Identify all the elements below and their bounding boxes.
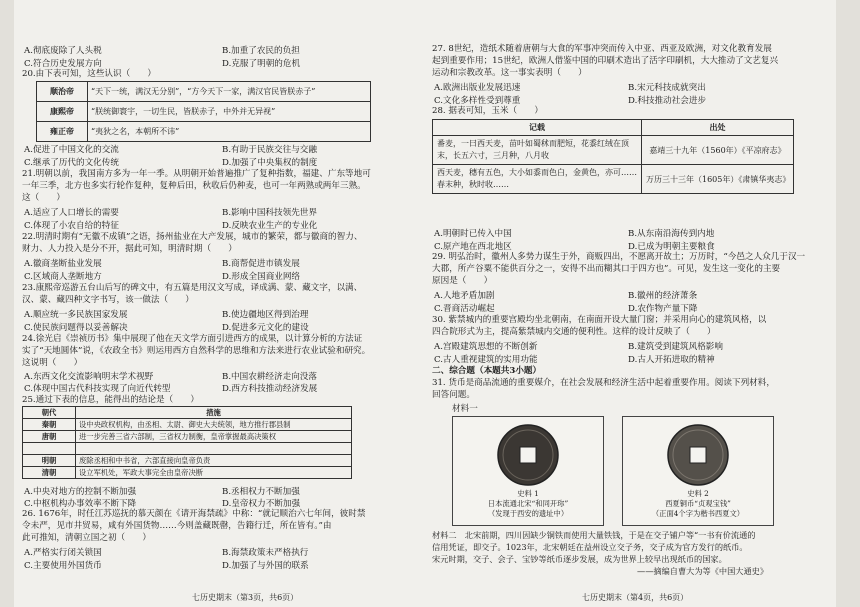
- q27-option-d: D.科技推动社会进步: [628, 96, 707, 106]
- q21-option-a: A.适应了人口增长的需要: [24, 208, 119, 218]
- table-header-row: [23, 407, 352, 419]
- q22-line-2: 财力、人力投入是分不开，据此可知，明清时期（ ）: [22, 244, 237, 254]
- q27-option-a: A.欧洲出版业发展迅速: [434, 83, 521, 93]
- q21-option-b: B.影响中国科技领先世界: [222, 208, 317, 218]
- q20-stem: 20.由下表可知，这些认识（ ）: [22, 69, 156, 79]
- coin-2-caption-line-3: （正面4个字为楷书西夏文）: [651, 509, 745, 518]
- q19-option-b: B.加重了农民的负担: [222, 46, 300, 56]
- coin-1-image: [453, 417, 603, 489]
- q28-stem: 28. 据表可知，玉米（ ）: [432, 106, 543, 116]
- q24-line-2: 实了“天地圆体”说，《农政全书》则运用西方自然科学的思维和方法来进行农业试验和研究。: [22, 346, 371, 356]
- q24-option-a: A.东西文化交流影响明末学术视野: [24, 372, 154, 382]
- q28-option-a: A.明朝时已传入中国: [434, 229, 512, 239]
- q27-line-2: 起到重要作用；15世纪，欧洲人借鉴中国的印刷术造出了活字印刷机，大大推动了文艺复兴: [432, 56, 779, 66]
- q29-option-d: D.农作物产量下降: [628, 304, 698, 314]
- q28-option-c: C.原产地在西北地区: [434, 242, 512, 252]
- q22-option-a: A.徽商垄断盐业发展: [24, 259, 102, 269]
- q23-option-c: C.使民族问题得以妥善解决: [24, 323, 128, 333]
- q30-line-1: 30. 紫禁城内的重要宫殿均坐北朝南，在南面开设大量门窗；并采用向心的建筑风格，以: [432, 315, 767, 325]
- table-cell: 清朝: [23, 467, 76, 479]
- table-cell: 番麦，一曰西天麦，苗叶如蜀秫而肥短，花黍红绒在顶末，长五六寸，三月种，八月收: [433, 136, 642, 165]
- q21-option-d: D.反映农业生产的专业化: [222, 221, 318, 231]
- q26-option-d: D.加强了与外国的联系: [222, 561, 309, 571]
- table-row: [23, 467, 352, 479]
- table-cell: [23, 443, 76, 455]
- q29-line-3: 原因是（ ）: [432, 276, 493, 286]
- table-cell: [76, 443, 352, 455]
- q30-option-d: D.古人开拓进取的精神: [628, 355, 715, 365]
- q22-line-1: 22.明清时期有“无徽不成镇”之语，扬州盐业在大产发展，城市的繁荣，都与徽商的智力、: [22, 232, 363, 242]
- table-row: [37, 102, 371, 122]
- q20-option-d: D.加强了中央集权的制度: [222, 158, 318, 168]
- table-cell: 康熙帝: [37, 102, 88, 122]
- left-margin-strip: [0, 0, 14, 607]
- q27-option-c: C.文化多样性受到尊重: [434, 96, 521, 106]
- coin-1-caption-line-3: （发现于西安的遗址中）: [487, 509, 569, 518]
- q29-option-c: C.晋商活动崛起: [434, 304, 495, 314]
- q20-option-a: A.促进了中国文化的交流: [24, 145, 119, 155]
- table-row: [23, 431, 352, 443]
- q29-line-1: 29. 明弘治时，徽州人多势力谋生于外，商贩四出，不愿离开故土；万历时，“今邑之人众几于汉一: [432, 252, 806, 262]
- q26-line-2: 令未严，见市井贸易，咸有外国货物……今则盖藏既罄，告籍行迁，所在皆有。”由: [22, 521, 332, 531]
- q19-option-a: A.彻底废除了人头税: [24, 46, 102, 56]
- q20-option-c: C.继承了历代的文化传统: [24, 158, 119, 168]
- q21-option-c: C.体现了小农自给的特征: [24, 221, 119, 231]
- table-cell: 顺治帝: [37, 82, 88, 102]
- q19-option-c: C.符合历史发展方向: [24, 59, 102, 69]
- q24-line-3: 这说明（ ）: [22, 358, 83, 368]
- left-column: [22, 0, 427, 607]
- table-row: [37, 82, 371, 102]
- q24-option-d: D.西方科技推动经济发展: [222, 384, 318, 394]
- table-cell: 雍正帝: [37, 122, 88, 142]
- q24-line-1: 24.徐光启《崇祯历书》集中展现了他在天文学方面引进西方的成果，以计算分析的方法证: [22, 334, 363, 344]
- q19-option-d: D.克服了明朝的危机: [222, 59, 301, 69]
- coin-1-panel: [452, 416, 604, 526]
- q30-line-2: 四合院形式为主，提高紫禁城内交通的便利性。这样的设计反映了（ ）: [432, 327, 716, 337]
- material-2-line-3: 宋元时期，交子、会子、宝钞等纸币逐步发展，成为世界上较早出现纸币的国家。: [432, 554, 727, 564]
- q26-option-a: A.严格实行闭关锁国: [24, 548, 102, 558]
- q26-line-3: 此可推知，清朝立国之初（ ）: [22, 533, 151, 543]
- table-cell: 西天麦，穗有五色，大小如黍而色白，金黄色，亦可……春末种，秋时收……: [433, 165, 642, 194]
- q26-option-c: C.主要使用外国货币: [24, 561, 102, 571]
- table-row: [37, 122, 371, 142]
- q25-table: [22, 406, 352, 479]
- coin-2-caption-title: 史料 2: [687, 489, 709, 498]
- right-column: [432, 0, 822, 607]
- q29-option-a: A.人地矛盾加剧: [434, 291, 495, 301]
- material-1-label: 材料一: [452, 404, 478, 414]
- table-cell: “天下一统，满汉无分别”，“方今天下一家，满汉官民皆朕赤子”: [88, 82, 371, 102]
- q28-option-b: B.从东南沿海传到内地: [628, 229, 715, 239]
- q26-option-b: B.海禁政策未严格执行: [222, 548, 309, 558]
- coin-2-caption-line-2: 西夏铜币“贞观宝钱”: [665, 499, 731, 508]
- q30-option-b: B.建筑受到建筑风格影响: [628, 342, 723, 352]
- q22-option-d: D.形成全国商业网络: [222, 272, 301, 282]
- page-footer-left: 七历史期末（第3页，共6页）: [192, 593, 299, 602]
- q20-table: [36, 81, 371, 142]
- q29-line-2: 大郡，所产谷粟不能供百分之一，安得不出而糊其口于四方也”。可见，发生这一变化的主要: [432, 264, 781, 274]
- q23-line-2: 汉、蒙、藏四种文字书写，该一做法（ ）: [22, 295, 194, 305]
- table-header: 朝代: [23, 407, 76, 419]
- q24-option-c: C.体现中国古代科技实现了向近代转型: [24, 384, 171, 394]
- q31-line-1: 31. 货币是商品流通的重要媒介，在社会发展和经济生活中起着重要作用。阅读下列材料，: [432, 378, 775, 388]
- table-row: [23, 443, 352, 455]
- table-row: [23, 455, 352, 467]
- coin-1-caption-line-2: 日本流通北宋“和同开珎”: [487, 499, 569, 508]
- table-header-row: [433, 120, 794, 136]
- table-header: 措施: [76, 407, 352, 419]
- table-cell: 进一步完善三省六部制，三省权力制衡，皇帝掌握最高决策权: [76, 431, 352, 443]
- table-cell: 明朝: [23, 455, 76, 467]
- q30-option-c: C.古人重视建筑的实用功能: [434, 355, 538, 365]
- table-cell: “夷狄之名，本朝所不讳”: [88, 122, 371, 142]
- q22-option-c: C.区域商人垄断地方: [24, 272, 102, 282]
- q21-line-3: 这（ ）: [22, 193, 65, 203]
- q25-option-b: B.丞相权力不断加强: [222, 487, 300, 497]
- q23-option-b: B.使边疆地区得到治理: [222, 310, 309, 320]
- q20-option-b: B.有助于民族交往与交融: [222, 145, 317, 155]
- page-footer-right: 七历史期末（第4页，共6页）: [582, 593, 689, 602]
- coin-1-caption-title: 史料 1: [517, 489, 539, 498]
- q23-option-d: D.促进多元文化的建设: [222, 323, 309, 333]
- q25-option-d: D.皇帝权力不断加强: [222, 499, 301, 509]
- q27-option-b: B.宋元科技成就突出: [628, 83, 706, 93]
- q23-option-a: A.顺应统一多民族国家发展: [24, 310, 128, 320]
- q25-option-a: A.中央对地方的控制不断加强: [24, 487, 137, 497]
- table-row: [23, 419, 352, 431]
- q24-option-b: B.中国农耕经济走向没落: [222, 372, 317, 382]
- q28-table: [432, 119, 794, 194]
- table-cell: 嘉靖三十九年（1560年）《平凉府志》: [642, 136, 794, 165]
- material-2-source: ——摘编自曹大为等《中国大通史》: [637, 566, 769, 576]
- section-heading: 二、综合题（本题共3小题）: [432, 366, 542, 376]
- table-cell: 设立军机处，军政大事完全由皇帝决断: [76, 467, 352, 479]
- q27-line-3: 运动和宗教改革。这一事实表明（ ）: [432, 68, 587, 78]
- table-cell: 废除丞相和中书省，六部直接向皇帝负责: [76, 455, 352, 467]
- q26-line-1: 26. 1676年，时任江苏巡抚的慕天颜在《请开海禁疏》中称：“就记顺治六七年间，彼时禁: [22, 509, 366, 519]
- table-cell: “朕统御寰宇，一切生民，皆朕赤子，中外并无异视”: [88, 102, 371, 122]
- q30-option-a: A.宫殿建筑思想的不断创新: [434, 342, 538, 352]
- material-2-line-1: 材料二 北宋前期，四川因缺少铜铁而使用大量铁钱，于是在交子铺户等“一书有价流通的: [432, 530, 756, 540]
- table-row: [433, 136, 794, 165]
- table-cell: 唐朝: [23, 431, 76, 443]
- table-cell: 秦朝: [23, 419, 76, 431]
- q28-option-d: D.已成为明朝主要粮食: [628, 242, 715, 252]
- q22-option-b: B.商帮促进市镇发展: [222, 259, 300, 269]
- table-cell: 万历三十三年（1605年）《肃镇华夷志》: [642, 165, 794, 194]
- table-header: 记载: [433, 120, 642, 136]
- table-cell: 设中央政权机构，由丞相、太尉、御史大夫统领，地方推行郡县制: [76, 419, 352, 431]
- table-header: 出处: [642, 120, 794, 136]
- q23-line-1: 23.康熙帝巡游五台山后写的碑文中，有五篇是用汉文写成，译成满、蒙、藏文字，以满、: [22, 283, 363, 293]
- table-row: [433, 165, 794, 194]
- coin-2-panel: [622, 416, 774, 526]
- right-margin-strip: [836, 0, 860, 607]
- q21-line-2: 一年三季，北方也多实行轮作复种，复种后田，秋收后仍种麦，也可一年两熟或两年三熟。: [22, 181, 366, 191]
- q29-option-b: B.徽州的经济萧条: [628, 291, 698, 301]
- q27-line-1: 27. 8世纪，造纸术随着唐朝与大食的军事冲突而传入中亚、西亚及欧洲，对文化教育发展: [432, 44, 772, 54]
- material-2-line-2: 信用凭证，即交子。1023年，北宋朝廷在益州设立交子务，交子成为官方发行的纸币。: [432, 542, 748, 552]
- q31-line-2: 回答问题。: [432, 390, 475, 400]
- q25-option-c: C.中枢机构办事效率不断下降: [24, 499, 137, 509]
- coin-2-image: [623, 417, 773, 489]
- q21-line-1: 21.明朝以前，我国南方多为一年一季。从明朝开始普遍推广了复种指数，福建、广东等地可: [22, 169, 371, 179]
- q25-stem: 25.通过下表的信息，能得出的结论是（ ）: [22, 395, 199, 405]
